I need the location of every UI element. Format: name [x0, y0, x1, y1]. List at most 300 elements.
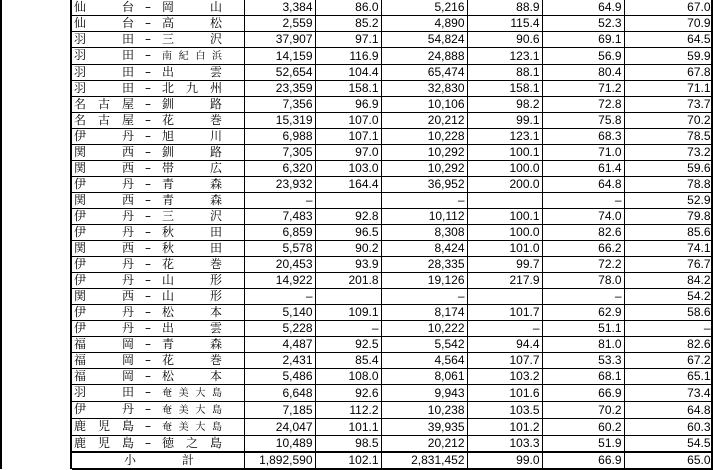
passengers-a: 23,359: [244, 81, 315, 97]
passengers-a: 15,319: [244, 113, 315, 129]
destination-airport: 奄美大島: [162, 405, 222, 416]
ratio-b: 217.9: [467, 273, 542, 289]
destination-airport: 高 松: [162, 16, 222, 30]
ratio-b: 90.6: [467, 32, 542, 48]
passengers-b: 10,222: [381, 321, 467, 337]
ratio-b: 100.1: [467, 209, 542, 225]
route-cell: [72, 225, 244, 241]
origin-airport: 名古屋: [74, 97, 134, 111]
route-cell: [72, 209, 244, 225]
passengers-b: 4,890: [381, 16, 467, 32]
passengers-b: 32,830: [381, 81, 467, 97]
load-factor-a: 71.2: [542, 81, 624, 97]
origin-airport: 関 西: [74, 289, 134, 303]
passengers-a: 7,185: [244, 402, 315, 419]
ratio-a: 108.0: [315, 369, 381, 385]
origin-airport: 羽 田: [74, 32, 134, 46]
load-factor-a: 51.9: [542, 436, 624, 453]
passengers-a: 37,907: [244, 32, 315, 48]
route-dash: –: [145, 225, 151, 239]
route-dash: –: [145, 257, 151, 271]
passengers-b: 20,212: [381, 113, 467, 129]
load-factor-b: 78.5: [624, 129, 713, 145]
ratio-a: 158.1: [315, 81, 381, 97]
ratio-b: 88.9: [467, 0, 542, 16]
destination-airport: 徳之島: [162, 436, 222, 450]
route-dash: –: [145, 177, 151, 191]
origin-airport: 関 西: [74, 145, 134, 159]
origin-airport: 羽 田: [74, 385, 134, 399]
origin-airport: 鹿児島: [74, 419, 134, 433]
passengers-a: 2,559: [244, 16, 315, 32]
route-dash: –: [145, 305, 151, 319]
table-body: [72, 0, 713, 469]
passengers-b: 8,061: [381, 369, 467, 385]
ratio-b: 103.5: [467, 402, 542, 419]
destination-airport: 出 雲: [162, 321, 222, 335]
ratio-b: 101.0: [467, 241, 542, 257]
passengers-b: 9,943: [381, 385, 467, 402]
table-row: [72, 16, 713, 32]
route-dash: –: [145, 97, 151, 111]
ratio-b: 103.3: [467, 436, 542, 453]
ratio-a: [315, 289, 381, 305]
load-factor-b: 70.9: [624, 16, 713, 32]
ratio-a: –: [315, 321, 381, 337]
subtotal-passengers-a: 1,892,590: [244, 452, 315, 469]
passengers-a: 14,922: [244, 273, 315, 289]
table-row: [72, 145, 713, 161]
load-factor-a: 66.2: [542, 241, 624, 257]
load-factor-b: 84.2: [624, 273, 713, 289]
origin-airport: 福 岡: [74, 337, 134, 351]
passengers-b: 5,542: [381, 337, 467, 353]
ratio-a: 107.0: [315, 113, 381, 129]
load-factor-b: 74.1: [624, 241, 713, 257]
route-cell: [72, 161, 244, 177]
destination-airport: 三 沢: [162, 209, 222, 223]
destination-airport: 北九州: [162, 81, 222, 95]
ratio-a: 116.9: [315, 48, 381, 65]
passengers-a: 5,228: [244, 321, 315, 337]
load-factor-a: 80.4: [542, 65, 624, 81]
passengers-b: 8,174: [381, 305, 467, 321]
load-factor-a: 82.6: [542, 225, 624, 241]
route-dash: –: [145, 402, 151, 416]
load-factor-a: 68.1: [542, 369, 624, 385]
load-factor-b: 73.7: [624, 97, 713, 113]
ratio-a: 201.8: [315, 273, 381, 289]
ratio-a: 112.2: [315, 402, 381, 419]
destination-airport: 南紀白浜: [162, 51, 222, 62]
passengers-a: 24,047: [244, 419, 315, 436]
passengers-b: 10,292: [381, 161, 467, 177]
passengers-b: 5,216: [381, 0, 467, 16]
table-row: [72, 385, 713, 402]
load-factor-a: 60.2: [542, 419, 624, 436]
load-factor-b: 58.6: [624, 305, 713, 321]
origin-airport: 関 西: [74, 241, 134, 255]
route-cell: [72, 385, 244, 402]
load-factor-b: 67.8: [624, 65, 713, 81]
passengers-a: 5,578: [244, 241, 315, 257]
load-factor-b: 76.7: [624, 257, 713, 273]
destination-airport: 山 形: [162, 289, 222, 303]
table-row: [72, 225, 713, 241]
destination-airport: 釧 路: [162, 97, 222, 111]
origin-airport: 関 西: [74, 161, 134, 175]
origin-airport: 伊 丹: [74, 225, 134, 239]
route-dash: –: [145, 321, 151, 335]
load-factor-b: 70.2: [624, 113, 713, 129]
passengers-b: 28,335: [381, 257, 467, 273]
passengers-b: 54,824: [381, 32, 467, 48]
destination-airport: 青 森: [162, 193, 222, 207]
route-dash: –: [145, 369, 151, 383]
load-factor-a: 70.2: [542, 402, 624, 419]
table-row: [72, 321, 713, 337]
destination-airport: 秋 田: [162, 225, 222, 239]
passengers-b: 8,424: [381, 241, 467, 257]
load-factor-b: 59.6: [624, 161, 713, 177]
destination-airport: 松 本: [162, 305, 222, 319]
route-dash: –: [145, 113, 151, 127]
table-row: [72, 193, 713, 209]
load-factor-a: 78.0: [542, 273, 624, 289]
destination-airport: 花 巻: [162, 113, 222, 127]
passengers-a: 7,356: [244, 97, 315, 113]
ratio-b: [467, 289, 542, 305]
route-cell: [72, 402, 244, 419]
destination-airport: 奄美大島: [162, 388, 222, 399]
ratio-a: 101.1: [315, 419, 381, 436]
route-dash: –: [145, 193, 151, 207]
load-factor-a: 72.2: [542, 257, 624, 273]
ratio-a: 96.5: [315, 225, 381, 241]
route-dash: –: [145, 353, 151, 367]
route-cell: [72, 177, 244, 193]
load-factor-b: 64.5: [624, 32, 713, 48]
ratio-b: 103.2: [467, 369, 542, 385]
ratio-b: 98.2: [467, 97, 542, 113]
table-row: [72, 129, 713, 145]
route-cell: [72, 32, 244, 48]
load-factor-a: 51.1: [542, 321, 624, 337]
route-cell: [72, 65, 244, 81]
load-factor-b: –: [624, 321, 713, 337]
route-dash: –: [145, 16, 151, 30]
load-factor-b: 82.6: [624, 337, 713, 353]
table-row: [72, 273, 713, 289]
destination-airport: 花 巻: [162, 257, 222, 271]
route-cell: [72, 0, 244, 16]
ratio-a: 85.4: [315, 353, 381, 369]
destination-airport: 秋 田: [162, 241, 222, 255]
ratio-a: 104.4: [315, 65, 381, 81]
origin-airport: 伊 丹: [74, 321, 134, 335]
load-factor-b: 52.9: [624, 193, 713, 209]
destination-airport: 山 形: [162, 273, 222, 287]
route-cell: [72, 436, 244, 453]
route-cell: [72, 419, 244, 436]
table-row: [72, 81, 713, 97]
passengers-a: 7,305: [244, 145, 315, 161]
subtotal-row: [72, 452, 713, 469]
subtotal-label: [72, 452, 244, 469]
passengers-a: 3,384: [244, 0, 315, 16]
origin-airport: 名古屋: [74, 113, 134, 127]
load-factor-a: 64.8: [542, 177, 624, 193]
ratio-a: 92.8: [315, 209, 381, 225]
table-row: [72, 0, 713, 16]
route-dash: –: [145, 209, 151, 223]
table-row: [72, 113, 713, 129]
route-dash: –: [145, 419, 151, 433]
destination-airport: 帯 広: [162, 161, 222, 175]
origin-airport: 羽 田: [74, 48, 134, 62]
passengers-b: 4,564: [381, 353, 467, 369]
ratio-b: 115.4: [467, 16, 542, 32]
ratio-b: 101.6: [467, 385, 542, 402]
destination-airport: 三 沢: [162, 32, 222, 46]
load-factor-a: 52.3: [542, 16, 624, 32]
passengers-b: 20,212: [381, 436, 467, 453]
passengers-b: 10,238: [381, 402, 467, 419]
load-factor-a: 75.8: [542, 113, 624, 129]
load-factor-b: 71.1: [624, 81, 713, 97]
ratio-b: 100.0: [467, 161, 542, 177]
route-dash: –: [145, 436, 151, 450]
origin-airport: 羽 田: [74, 65, 134, 79]
route-dash: –: [145, 65, 151, 79]
route-stats-table: [72, 0, 713, 470]
table-row: [72, 257, 713, 273]
ratio-a: 103.0: [315, 161, 381, 177]
subtotal-label-a: 小: [124, 453, 137, 467]
passengers-b: 65,474: [381, 65, 467, 81]
origin-airport: 伊 丹: [74, 209, 134, 223]
route-cell: [72, 97, 244, 113]
subtotal-ratio-a: 102.1: [315, 452, 381, 469]
route-dash: –: [145, 337, 151, 351]
ratio-b: 88.1: [467, 65, 542, 81]
table-row: [72, 97, 713, 113]
origin-airport: 伊 丹: [74, 129, 134, 143]
passengers-a: 52,654: [244, 65, 315, 81]
ratio-b: 99.1: [467, 113, 542, 129]
load-factor-b: 65.1: [624, 369, 713, 385]
route-dash: –: [145, 273, 151, 287]
passengers-a: 20,453: [244, 257, 315, 273]
load-factor-b: 59.9: [624, 48, 713, 65]
ratio-b: 100.1: [467, 145, 542, 161]
passengers-a: –: [244, 289, 315, 305]
route-dash: –: [145, 0, 151, 14]
load-factor-a: 74.0: [542, 209, 624, 225]
subtotal-load-factor-b: 65.0: [624, 452, 713, 469]
route-cell: [72, 48, 244, 65]
load-factor-b: 73.4: [624, 385, 713, 402]
ratio-b: 200.0: [467, 177, 542, 193]
table-row: [72, 241, 713, 257]
route-cell: [72, 321, 244, 337]
ratio-b: 123.1: [467, 129, 542, 145]
ratio-a: 86.0: [315, 0, 381, 16]
ratio-b: 101.2: [467, 419, 542, 436]
passengers-a: 6,648: [244, 385, 315, 402]
passengers-b: 8,308: [381, 225, 467, 241]
passengers-b: –: [381, 193, 467, 209]
subtotal-load-factor-a: 66.9: [542, 452, 624, 469]
passengers-a: 23,932: [244, 177, 315, 193]
load-factor-a: 81.0: [542, 337, 624, 353]
origin-airport: 福 岡: [74, 369, 134, 383]
table-row: [72, 209, 713, 225]
load-factor-a: 69.1: [542, 32, 624, 48]
route-cell: [72, 369, 244, 385]
destination-airport: 釧 路: [162, 145, 222, 159]
ratio-a: 90.2: [315, 241, 381, 257]
table-row: [72, 337, 713, 353]
route-cell: [72, 273, 244, 289]
passengers-b: 10,106: [381, 97, 467, 113]
ratio-b: 100.0: [467, 225, 542, 241]
load-factor-a: 56.9: [542, 48, 624, 65]
passengers-b: 10,228: [381, 129, 467, 145]
table-row: [72, 161, 713, 177]
passengers-b: 19,126: [381, 273, 467, 289]
load-factor-b: 64.8: [624, 402, 713, 419]
destination-airport: 青 森: [162, 337, 222, 351]
route-dash: –: [145, 32, 151, 46]
destination-airport: 旭 川: [162, 129, 222, 143]
route-cell: [72, 16, 244, 32]
route-cell: [72, 129, 244, 145]
load-factor-b: 67.2: [624, 353, 713, 369]
ratio-a: 93.9: [315, 257, 381, 273]
load-factor-b: 78.8: [624, 177, 713, 193]
origin-airport: 鹿児島: [74, 436, 134, 450]
ratio-a: 96.9: [315, 97, 381, 113]
table-row: [72, 32, 713, 48]
ratio-a: 92.5: [315, 337, 381, 353]
ratio-b: 123.1: [467, 48, 542, 65]
table-row: [72, 419, 713, 436]
route-cell: [72, 145, 244, 161]
ratio-a: 107.1: [315, 129, 381, 145]
route-cell: [72, 193, 244, 209]
origin-airport: 伊 丹: [74, 402, 134, 416]
passengers-a: 5,486: [244, 369, 315, 385]
passengers-a: 7,483: [244, 209, 315, 225]
table-row: [72, 353, 713, 369]
route-dash: –: [145, 81, 151, 95]
origin-airport: 伊 丹: [74, 177, 134, 191]
route-dash: –: [145, 385, 151, 399]
origin-airport: 伊 丹: [74, 305, 134, 319]
ratio-b: 107.7: [467, 353, 542, 369]
destination-airport: 松 本: [162, 369, 222, 383]
ratio-b: [467, 193, 542, 209]
passengers-a: 14,159: [244, 48, 315, 65]
destination-airport: 青 森: [162, 177, 222, 191]
route-cell: [72, 337, 244, 353]
passengers-a: 6,859: [244, 225, 315, 241]
route-dash: –: [145, 289, 151, 303]
ratio-a: 98.5: [315, 436, 381, 453]
destination-airport: 出 雲: [162, 65, 222, 79]
table-row: [72, 436, 713, 453]
passengers-a: –: [244, 193, 315, 209]
route-cell: [72, 81, 244, 97]
ratio-a: 109.1: [315, 305, 381, 321]
passengers-b: 10,292: [381, 145, 467, 161]
ratio-b: 99.7: [467, 257, 542, 273]
left-border: [0, 0, 2, 469]
subtotal-passengers-b: 2,831,452: [381, 452, 467, 469]
load-factor-a: 66.9: [542, 385, 624, 402]
origin-airport: 福 岡: [74, 353, 134, 367]
origin-airport: 仙 台: [74, 16, 134, 30]
ratio-b: –: [467, 321, 542, 337]
passengers-a: 4,487: [244, 337, 315, 353]
origin-airport: 伊 丹: [74, 257, 134, 271]
passengers-b: 10,112: [381, 209, 467, 225]
ratio-a: [315, 193, 381, 209]
route-dash: –: [145, 145, 151, 159]
ratio-a: 164.4: [315, 177, 381, 193]
ratio-a: 97.0: [315, 145, 381, 161]
route-cell: [72, 289, 244, 305]
load-factor-b: 85.6: [624, 225, 713, 241]
passengers-b: 39,935: [381, 419, 467, 436]
table-row: [72, 48, 713, 65]
load-factor-a: 61.4: [542, 161, 624, 177]
route-dash: –: [145, 48, 151, 62]
load-factor-a: –: [542, 193, 624, 209]
passengers-b: –: [381, 289, 467, 305]
ratio-a: 85.2: [315, 16, 381, 32]
route-cell: [72, 353, 244, 369]
origin-airport: 関 西: [74, 193, 134, 207]
table-row: [72, 369, 713, 385]
ratio-a: 97.1: [315, 32, 381, 48]
table-row: [72, 305, 713, 321]
passengers-b: 24,888: [381, 48, 467, 65]
destination-airport: 花 巻: [162, 353, 222, 367]
passengers-a: 2,431: [244, 353, 315, 369]
table-row: [72, 177, 713, 193]
table-row: [72, 402, 713, 419]
route-dash: –: [145, 161, 151, 175]
load-factor-a: –: [542, 289, 624, 305]
route-cell: [72, 257, 244, 273]
passengers-a: 10,489: [244, 436, 315, 453]
load-factor-b: 79.8: [624, 209, 713, 225]
origin-airport: 羽 田: [74, 81, 134, 95]
load-factor-b: 67.0: [624, 0, 713, 16]
origin-airport: 仙 台: [74, 0, 134, 14]
route-cell: [72, 113, 244, 129]
passengers-b: 36,952: [381, 177, 467, 193]
route-dash: –: [145, 241, 151, 255]
ratio-b: 158.1: [467, 81, 542, 97]
route-dash: –: [145, 129, 151, 143]
ratio-b: 94.4: [467, 337, 542, 353]
passengers-a: 6,988: [244, 129, 315, 145]
subtotal-ratio-b: 99.0: [467, 452, 542, 469]
passengers-a: 5,140: [244, 305, 315, 321]
